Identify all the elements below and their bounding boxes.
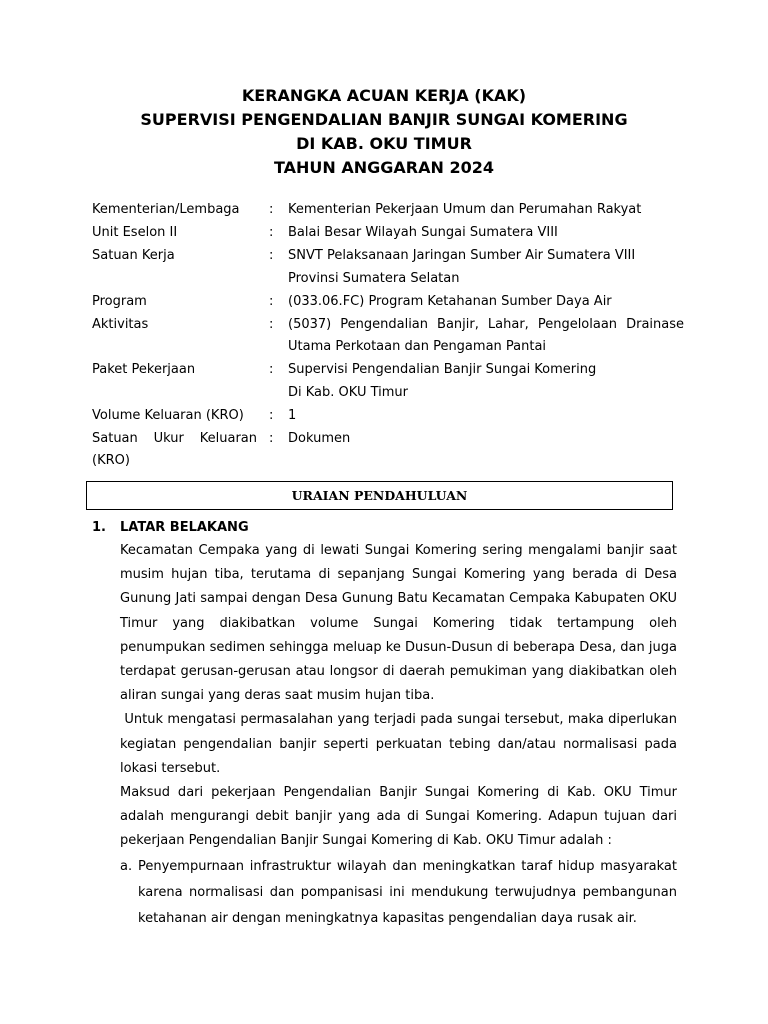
meta-label: Aktivitas: [92, 316, 149, 332]
title-line-2: SUPERVISI PENGENDALIAN BANJIR SUNGAI KOMERING: [140, 110, 628, 129]
meta-colon: :: [269, 316, 274, 332]
meta-label: Unit Eselon II: [92, 225, 178, 240]
meta-value: Dokumen: [288, 430, 351, 446]
section-box-uraian: URAIAN PENDAHULUAN: [86, 481, 673, 510]
meta-colon: :: [269, 248, 274, 263]
meta-label: Program: [92, 293, 147, 309]
paragraph-1: Kecamatan Cempaka yang di lewati Sungai Komering sering mengalami banjir saat musim hujan tiba, terutama di sepanjang Sungai Komering yang berada di Desa Gunung Jati sampai dengan Desa Gunung Batu Kecamatan Cempaka Kabupaten OKU Timur yang diakibatkan volume Sungai Komering tidak tertampung oleh penumpukan sedimen sehingga meluap ke Dusun-Dusun di beberapa Desa, dan juga terdapat gerusan-gerusan atau longsor di daerah pemukiman yang diakibatkan oleh aliran sungai yang deras saat musim hujan tiba.: [120, 543, 677, 704]
meta-value: 1: [288, 407, 297, 423]
meta-colon: :: [269, 430, 274, 446]
document-title: [0, 84, 768, 180]
section-latar-belakang: [92, 517, 682, 932]
meta-label: Volume Keluaran (KRO): [92, 407, 244, 423]
meta-row-eselon: [92, 222, 684, 245]
meta-row-volume: [92, 405, 684, 428]
meta-label: Paket Pekerjaan: [92, 362, 196, 377]
meta-colon: :: [269, 225, 274, 240]
meta-value-line-1: Supervisi Pengendalian Banjir Sungai Komering: [288, 362, 597, 377]
meta-colon: :: [269, 202, 274, 217]
meta-label: Satuan Ukur Keluaran (KRO): [92, 430, 257, 468]
meta-label: Satuan Kerja: [92, 248, 175, 263]
title-line-3: DI KAB. OKU TIMUR: [296, 134, 472, 153]
meta-value: [288, 359, 684, 404]
list-item-a: [120, 854, 677, 932]
title-line-4: TAHUN ANGGARAN 2024: [273, 158, 494, 177]
title-line-1: KERANGKA ACUAN KERJA (KAK): [241, 86, 527, 105]
meta-value: Balai Besar Wilayah Sungai Sumatera VIII: [288, 225, 558, 240]
meta-row-satuan-kerja: [92, 245, 684, 290]
meta-colon: :: [269, 293, 274, 309]
meta-row-paket: [92, 359, 684, 404]
meta-value: Kementerian Pekerjaan Umum dan Perumahan Rakyat: [288, 202, 642, 217]
meta-row-program: [92, 291, 684, 314]
paragraph-3: Maksud dari pekerjaan Pengendalian Banjir Sungai Komering di Kab. OKU Timur adalah mengurangi debit banjir yang ada di Sungai Komering. Adapun tujuan dari pekerjaan Pengendalian Banjir Sungai Komering di Kab. OKU Timur adalah :: [120, 785, 677, 849]
meta-colon: :: [269, 407, 274, 423]
paragraph-2: Untuk mengatasi permasalahan yang terjadi pada sungai tersebut, maka diperlukan kegiatan pengendalian banjir seperti perkuatan tebing dan/atau normalisasi pada lokasi tersebut.: [120, 712, 682, 776]
section-number: 1.: [92, 520, 106, 535]
meta-row-kementerian: [92, 199, 684, 222]
meta-colon: :: [269, 362, 274, 377]
meta-value: SNVT Pelaksanaan Jaringan Sumber Air Sumatera VIII Provinsi Sumatera Selatan: [288, 248, 636, 286]
meta-value-line-2: Di Kab. OKU Timur: [288, 384, 408, 400]
list-text: Penyempurnaan infrastruktur wilayah dan meningkatkan taraf hidup masyarakat karena normalisasi dan pompanisasi ini mendukung terwujudnya pembangunan ketahanan air dengan meningkatnya kapasitas pengendalian daya rusak air.: [138, 858, 677, 926]
metadata-table: [92, 199, 684, 473]
meta-row-satuan-ukur: [92, 428, 684, 473]
meta-value: (033.06.FC) Program Ketahanan Sumber Daya Air: [288, 293, 612, 309]
section-title: LATAR BELAKANG: [120, 520, 249, 535]
meta-row-aktivitas: [92, 314, 684, 359]
meta-label: Kementerian/Lembaga: [92, 202, 240, 217]
list-letter: a.: [120, 858, 133, 874]
section-heading: [92, 517, 677, 539]
meta-value: (5037) Pengendalian Banjir, Lahar, Pengelolaan Drainase Utama Perkotaan dan Pengaman Pantai: [288, 316, 684, 354]
